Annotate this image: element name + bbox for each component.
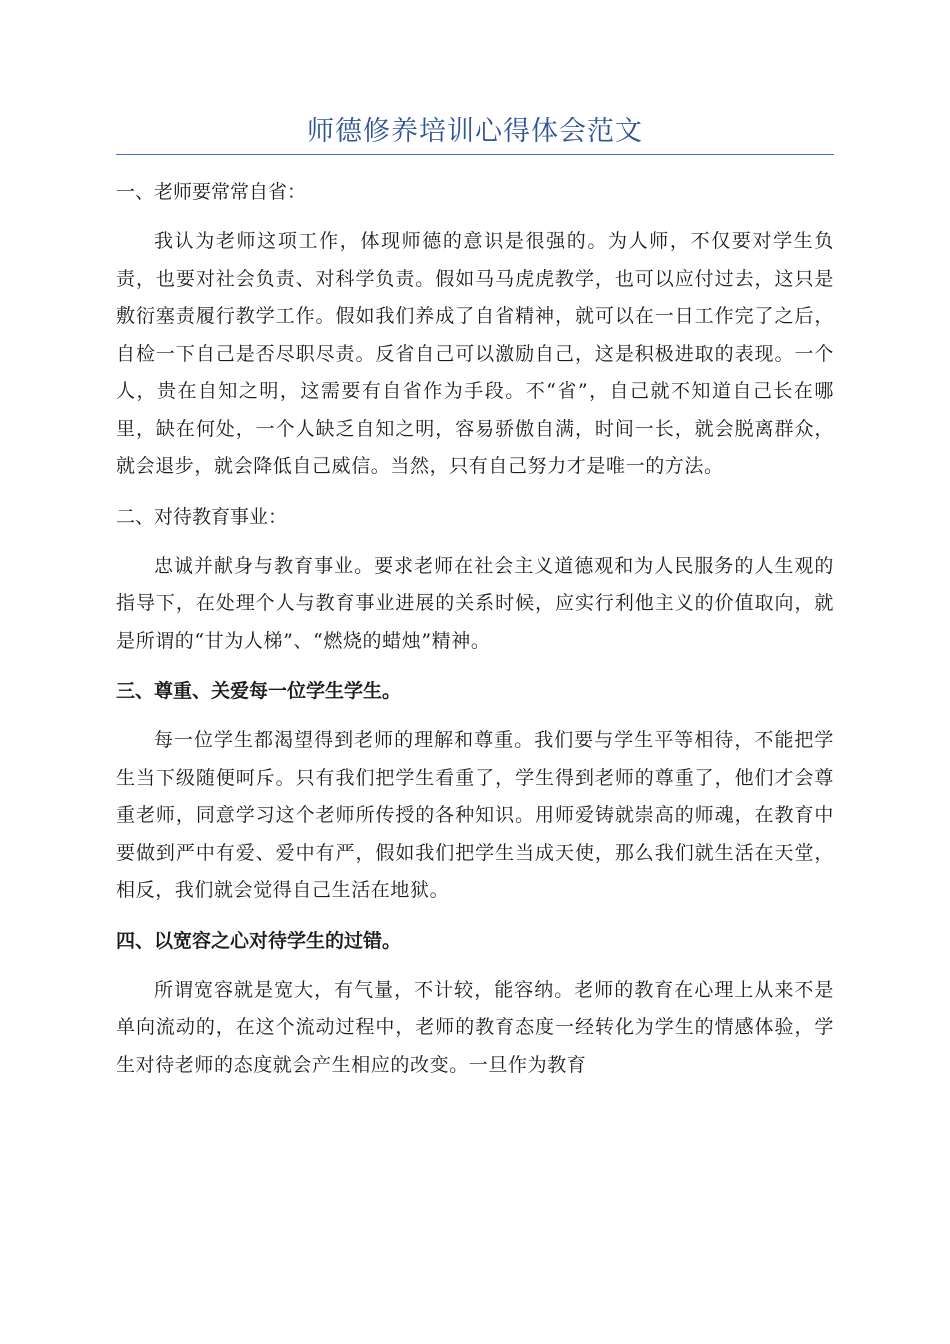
section-4 (116, 922, 834, 1085)
section-heading: 一、老师要常常自省： (116, 181, 307, 203)
section-heading: 二、对待教育事业： (116, 505, 288, 528)
section-heading: 四、以宽容之心对待学生的过错。 (116, 929, 402, 952)
section-1 (116, 173, 834, 486)
section-body: 忠诚并献身与教育事业。要求老师在社会主义道德观和为人民服务的人生观的指导下，在处理个人与教育事业进展的关系时候，应实行利他主义的价值取向，就是所谓的“甘为人梯”、“燃烧的蜡烛”精神。 (116, 554, 834, 652)
document-title: 师德修养培训心得体会范文 (307, 116, 643, 147)
section-3 (116, 672, 834, 910)
section-body: 每一位学生都渴望得到老师的理解和尊重。我们要与学生平等相待，不能把学生当下级随便呵斥。只有我们把学生看重了，学生得到老师的尊重了，他们才会尊重老师，同意学习这个老师所传授的各种知识。用师爱铸就崇高的师魂，在教育中要做到严中有爱、爱中有严，假如我们把学生当成天使，那么我们就生活在天堂，相反，我们就会觉得自己生活在地狱。 (116, 729, 834, 901)
title-underline (116, 154, 834, 155)
document-page (116, 112, 834, 1096)
section-body: 我认为老师这项工作，体现师德的意识是很强的。为人师，不仅要对学生负责，也要对社会负责、对科学负责。假如马马虎虎教学，也可以应付过去，这只是敷衍塞责履行教学工作。假如我们养成了自省精神，就可以在一日工作完了之后，自检一下自己是否尽职尽责。反省自己可以激励自己，这是积极进取的表现。一个人，贵在自知之明，这需要有自省作为手段。不“省”，自己就不知道自己长在哪里，缺在何处，一个人缺乏自知之明，容易骄傲自满，时间一长，就会脱离群众，就会退步，就会降低自己威信。当然，只有自己努力才是唯一的方法。 (116, 230, 834, 477)
section-body: 所谓宽容就是宽大，有气量，不计较，能容纳。老师的教育在心理上从来不是单向流动的，在这个流动过程中，老师的教育态度一经转化为学生的情感体验，学生对待老师的态度就会产生相应的改变。一旦作为教育 (116, 978, 834, 1076)
section-heading: 三、尊重、关爱每一位学生学生。 (116, 680, 402, 702)
section-2 (116, 498, 834, 661)
